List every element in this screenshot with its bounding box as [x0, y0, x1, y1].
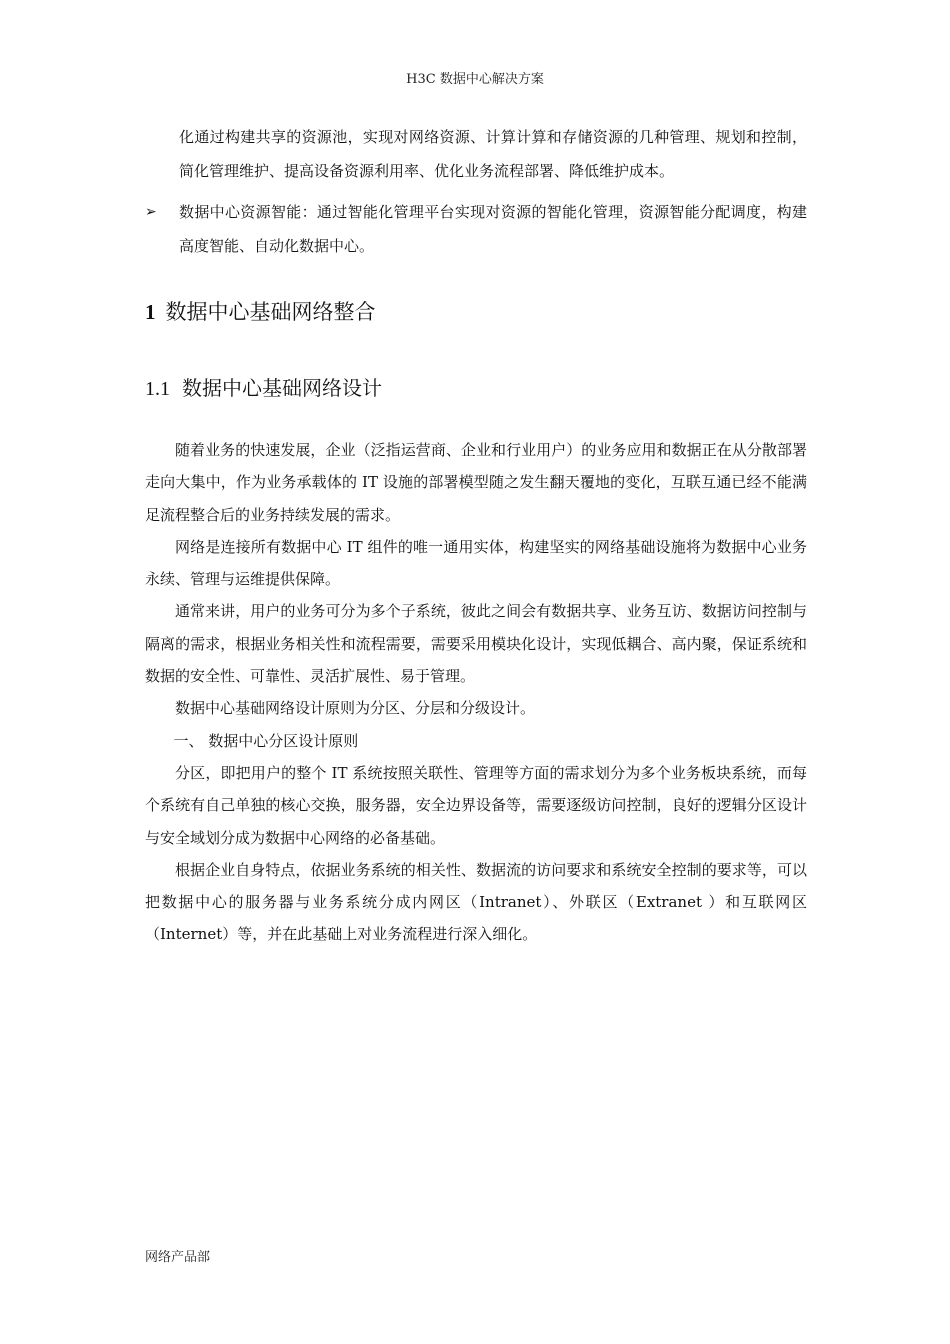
subsection-title: 数据中心基础网络设计: [182, 376, 382, 400]
paragraph: 随着业务的快速发展，企业（泛指运营商、企业和行业用户）的业务应用和数据正在从分散部署走向大集中，作为业务承载体的 IT 设施的部署模型随之发生翻天覆地的变化，互联互通已经不能满足流程整合后的业务持续发展的需求。: [145, 441, 807, 524]
section-number: 1: [145, 300, 156, 324]
bullet-list-item: [145, 195, 807, 263]
paragraph: 分区，即把用户的整个 IT 系统按照关联性、管理等方面的需求划分为多个业务板块系统，而每个系统有自己单独的核心交换，服务器，安全边界设备等，需要逐级访问控制，良好的逻辑分区设计与安全域划分成为数据中心网络的必备基础。: [145, 763, 807, 847]
section-title: 数据中心基础网络整合: [165, 300, 376, 324]
page-header: H3C 数据中心解决方案: [406, 72, 544, 87]
arrow-bullet-icon: ➢: [145, 204, 157, 220]
paragraph: 通常来讲，用户的业务可分为多个子系统，彼此之间会有数据共享、业务互访、数据访问控制与隔离的需求，根据业务相关性和流程需要，需要采用模块化设计，实现低耦合、高内聚，保证系统和数据的安全性、可靠性、灵活扩展性、易于管理。: [145, 602, 807, 686]
numbered-subheading: 一、 数据中心分区设计原则: [173, 731, 359, 750]
body-text: [145, 434, 807, 951]
paragraph: 数据中心基础网络设计原则为分区、分层和分级设计。: [175, 699, 536, 718]
subsection-heading: [145, 372, 807, 405]
paragraph: 根据企业自身特点，依据业务系统的相关性、数据流的访问要求和系统安全控制的要求等，可以把数据中心的服务器与业务系统分成内网区（Intranet）、外联区（Extranet ）和互联网区（Internet）等，并在此基础上对业务流程进行深入细化。: [145, 860, 807, 944]
subsection-number: 1.1: [145, 378, 170, 400]
page-footer: 网络产品部: [145, 1250, 211, 1265]
continuation-paragraph: 化通过构建共享的资源池，实现对网络资源、计算计算和存储资源的几种管理、规划和控制，简化管理维护、提高设备资源利用率、优化业务流程部署、降低维护成本。: [179, 128, 807, 180]
section-heading: [145, 296, 807, 328]
bullet-text: 数据中心资源智能：通过智能化管理平台实现对资源的智能化管理，资源智能分配调度，构建高度智能、自动化数据中心。: [179, 203, 807, 255]
paragraph: 网络是连接所有数据中心 IT 组件的唯一通用实体，构建坚实的网络基础设施将为数据中心业务永续、管理与运维提供保障。: [145, 537, 807, 589]
